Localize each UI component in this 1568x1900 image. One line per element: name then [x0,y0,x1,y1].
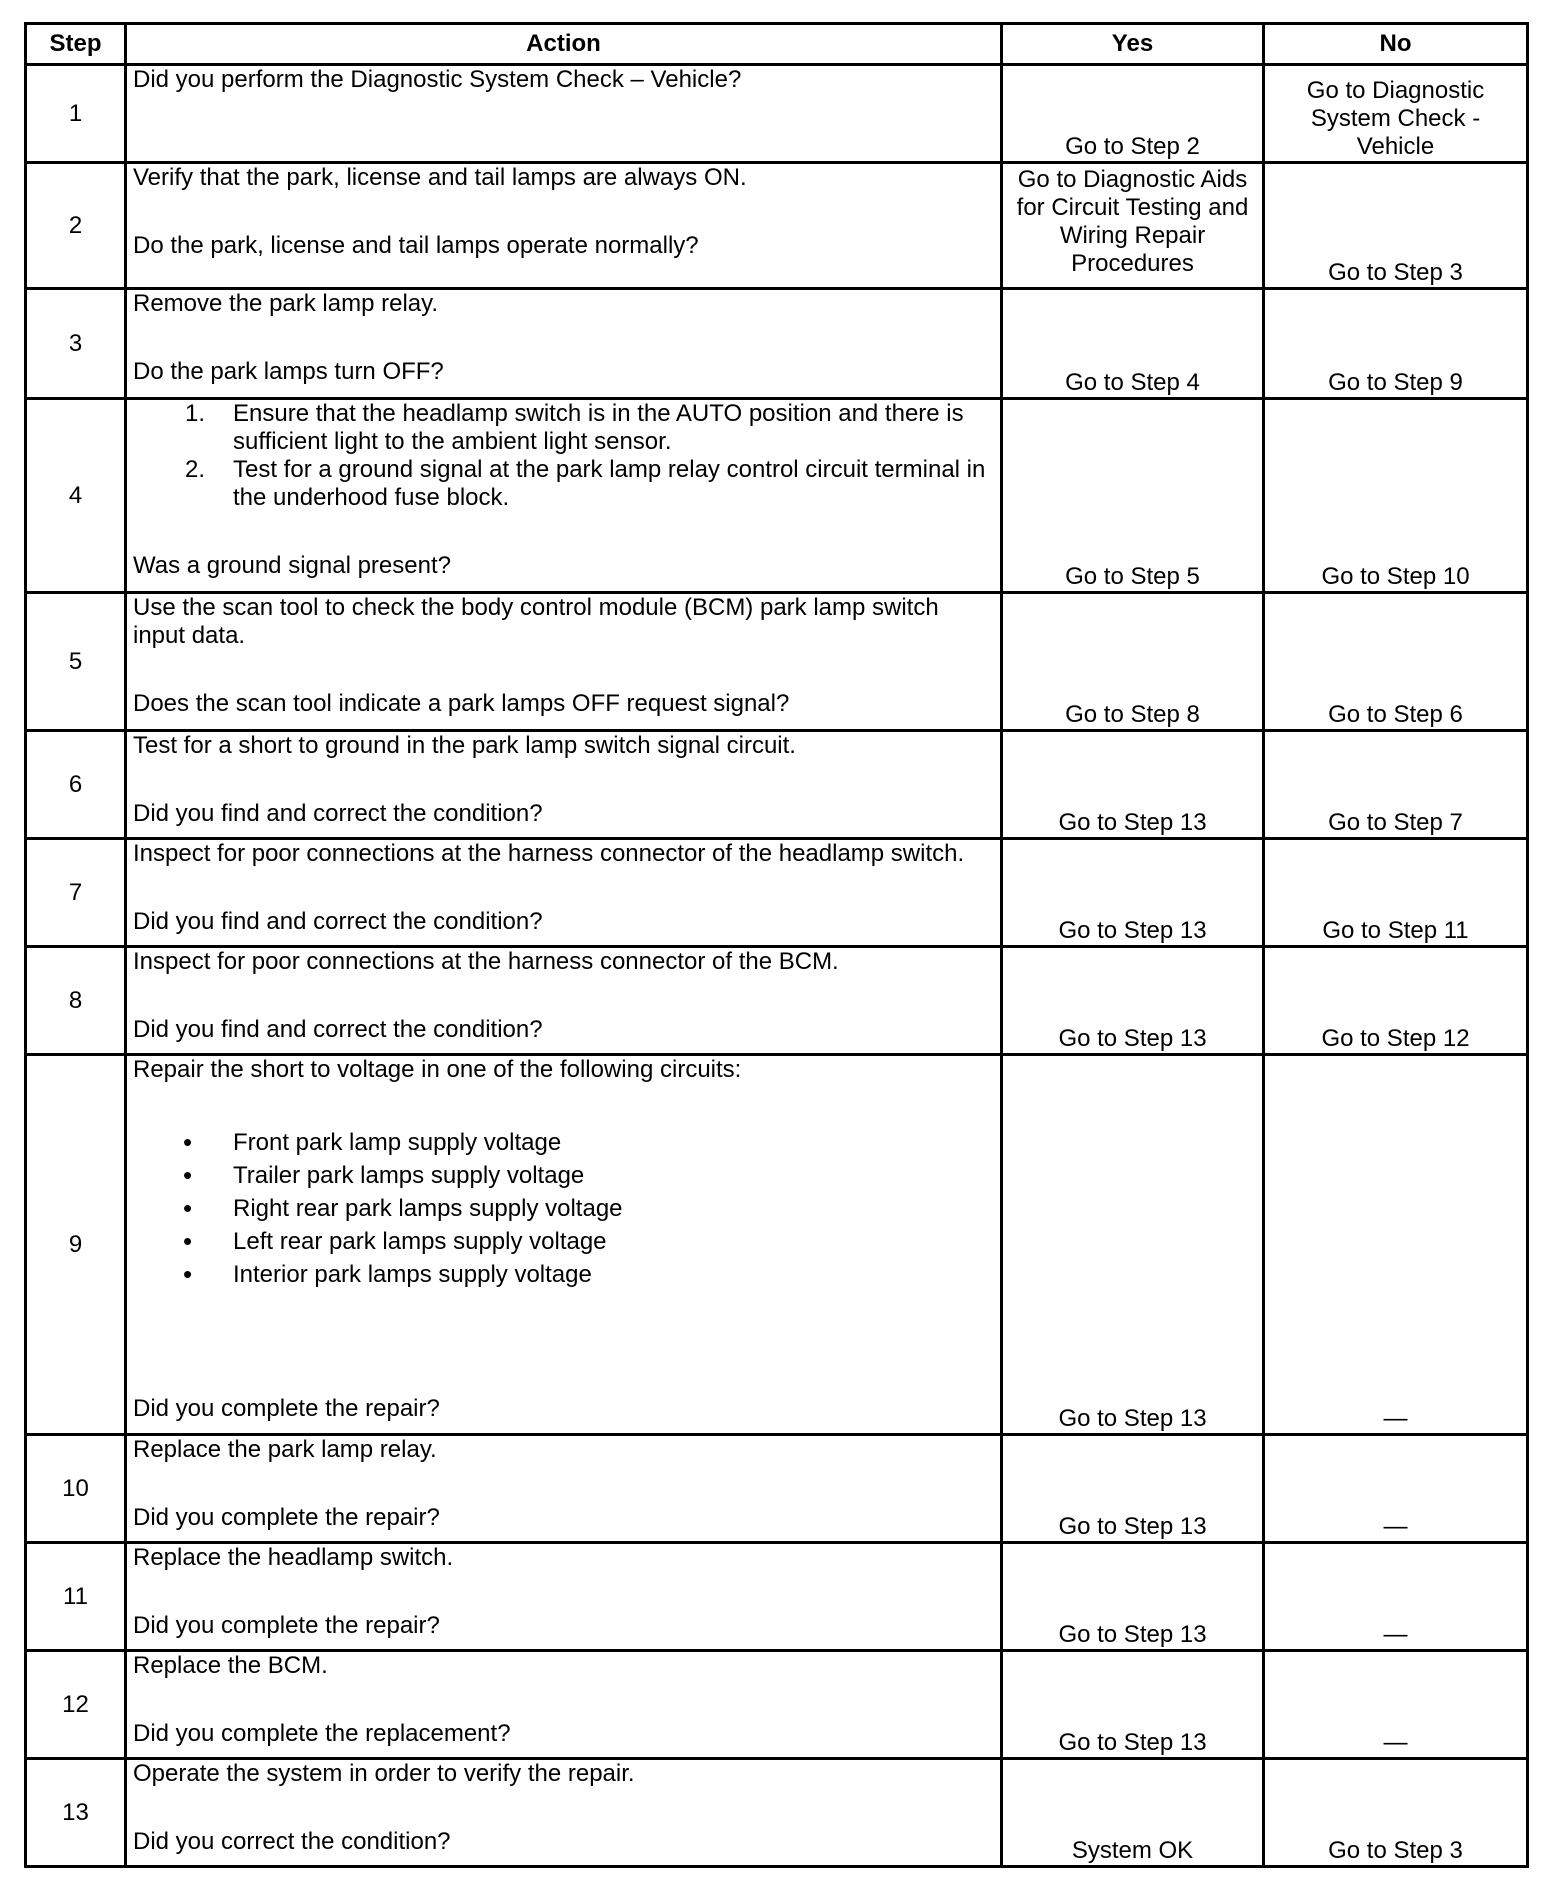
header-action: Action [126,24,1002,65]
action-cell [126,731,1002,839]
action-text: Remove the park lamp relay. [133,290,439,317]
yes-cell: Go to Step 2 [1002,65,1264,163]
step-number: 7 [26,839,126,947]
yes-cell: Go to Step 13 [1002,1651,1264,1759]
action-text: Inspect for poor connections at the harness connector of the headlamp switch. [133,840,965,867]
yes-cell: Go to Step 13 [1002,1435,1264,1543]
action-text: Replace the headlamp switch. [133,1544,454,1571]
table-row [26,399,1528,593]
question-text: Does the scan tool indicate a park lamps OFF request signal? [133,690,790,717]
table-row [26,1543,1528,1651]
action-text: Test for a short to ground in the park lamp switch signal circuit. [133,732,796,759]
action-text: Use the scan tool to check the body control module (BCM) park lamp switch input data. [133,594,939,649]
substep-number: 2. [185,456,206,483]
question-text: Did you find and correct the condition? [133,1016,543,1043]
step-number: 13 [26,1759,126,1867]
action-cell [126,593,1002,731]
header-no: No [1264,24,1528,65]
list-item-text: Left rear park lamps supply voltage [233,1228,607,1255]
yes-cell: Go to Step 5 [1002,399,1264,593]
list-item-text: Trailer park lamps supply voltage [233,1162,585,1189]
no-cell: — [1264,1055,1528,1435]
action-text: Operate the system in order to verify the repair. [133,1760,635,1787]
action-text: Verify that the park, license and tail lamps are always ON. [133,164,747,191]
step-number: 11 [26,1543,126,1651]
header-step: Step [26,24,126,65]
table-row [26,593,1528,731]
bullet-icon: • [183,1160,193,1190]
action-text: Replace the BCM. [133,1652,328,1679]
step-number: 9 [26,1055,126,1435]
no-cell: Go to Step 7 [1264,731,1528,839]
question-text: Did you complete the repair? [133,1395,440,1422]
yes-cell: System OK [1002,1759,1264,1867]
no-cell: Go to Step 10 [1264,399,1528,593]
no-cell: Go to Step 12 [1264,947,1528,1055]
yes-cell: Go to Step 4 [1002,289,1264,399]
action-cell [126,1543,1002,1651]
action-text: Repair the short to voltage in one of the following circuits: [133,1056,742,1083]
step-number: 10 [26,1435,126,1543]
question-text: Did you correct the condition? [133,1828,451,1855]
bullet-icon: • [183,1259,193,1289]
action-cell [126,1759,1002,1867]
question-text: Do the park lamps turn OFF? [133,358,444,385]
no-cell: Go to Step 3 [1264,163,1528,289]
list-item [169,1225,994,1258]
list-item-text: Right rear park lamps supply voltage [233,1195,623,1222]
step-number: 8 [26,947,126,1055]
list-item [169,1258,994,1291]
diagnostic-table [24,22,1529,1868]
question-text: Did you find and correct the condition? [133,800,543,827]
bullet-icon: • [183,1193,193,1223]
list-item [169,1192,994,1225]
list-item-text: Interior park lamps supply voltage [233,1261,592,1288]
bullet-icon: • [183,1226,193,1256]
action-cell [126,65,1002,163]
no-cell: Go to Step 11 [1264,839,1528,947]
question-text: Did you complete the repair? [133,1504,440,1531]
action-cell [126,839,1002,947]
yes-cell: Go to Step 13 [1002,731,1264,839]
action-cell [126,1651,1002,1759]
substep-list [133,400,994,512]
table-row [26,163,1528,289]
list-item-text: Front park lamp supply voltage [233,1129,562,1156]
substep-number: 1. [185,400,206,427]
action-text: Inspect for poor connections at the harness connector of the BCM. [133,948,839,975]
table-header-row [26,24,1528,65]
step-number: 1 [26,65,126,163]
list-item [169,1126,994,1159]
substep-item [169,456,994,512]
table-row [26,731,1528,839]
no-cell: Go to Diagnostic System Check - Vehicle [1264,65,1528,163]
table-row [26,1759,1528,1867]
table-row [26,839,1528,947]
yes-cell: Go to Diagnostic Aids for Circuit Testing and Wiring Repair Procedures [1002,163,1264,289]
no-cell: Go to Step 9 [1264,289,1528,399]
action-cell [126,163,1002,289]
yes-cell: Go to Step 13 [1002,947,1264,1055]
question-text: Did you find and correct the condition? [133,908,543,935]
header-yes: Yes [1002,24,1264,65]
action-cell [126,289,1002,399]
question-text: Did you complete the replacement? [133,1720,511,1747]
bullet-icon: • [183,1127,193,1157]
action-text: Did you perform the Diagnostic System Check – Vehicle? [133,66,742,93]
question-text: Was a ground signal present? [133,552,451,579]
table-row [26,65,1528,163]
yes-cell: Go to Step 8 [1002,593,1264,731]
step-number: 6 [26,731,126,839]
list-item [169,1159,994,1192]
yes-cell: Go to Step 13 [1002,1055,1264,1435]
yes-cell: Go to Step 13 [1002,839,1264,947]
question-text: Did you complete the repair? [133,1612,440,1639]
action-cell [126,947,1002,1055]
step-number: 2 [26,163,126,289]
step-number: 12 [26,1651,126,1759]
action-text: Replace the park lamp relay. [133,1436,437,1463]
no-cell: — [1264,1651,1528,1759]
no-cell: — [1264,1435,1528,1543]
question-text: Do the park, license and tail lamps operate normally? [133,232,699,259]
table-row [26,1435,1528,1543]
table-row [26,947,1528,1055]
step-number: 5 [26,593,126,731]
action-cell [126,1435,1002,1543]
no-cell: — [1264,1543,1528,1651]
step-number: 4 [26,399,126,593]
substep-item [169,400,994,456]
table-row [26,1055,1528,1435]
substep-text: Test for a ground signal at the park lamp relay control circuit terminal in the underhood fuse block. [233,456,986,511]
table-row [26,1651,1528,1759]
substep-text: Ensure that the headlamp switch is in the AUTO position and there is sufficient light to the ambient light sensor. [233,400,964,455]
no-cell: Go to Step 3 [1264,1759,1528,1867]
action-cell [126,399,1002,593]
no-cell: Go to Step 6 [1264,593,1528,731]
step-number: 3 [26,289,126,399]
circuit-list [133,1126,994,1291]
table-row [26,289,1528,399]
action-cell [126,1055,1002,1435]
yes-cell: Go to Step 13 [1002,1543,1264,1651]
